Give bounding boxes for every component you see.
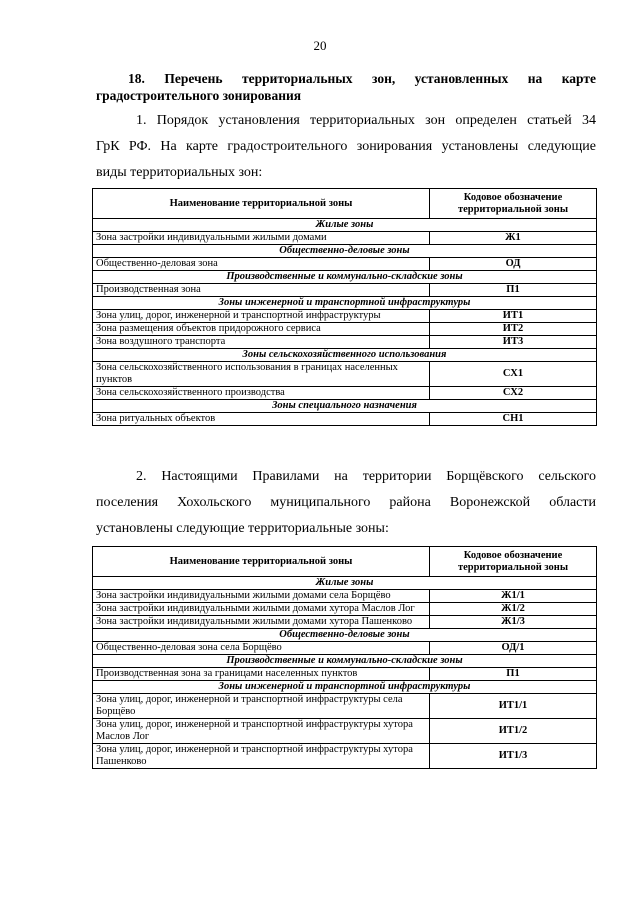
zone-name: Производственная зона bbox=[93, 284, 430, 297]
zone-name: Общественно-деловая зона села Борщёво bbox=[93, 642, 430, 655]
section-heading-line-1: 18. Перечень территориальных зон, установленных на карте bbox=[128, 71, 596, 86]
zone-name: Зона застройки индивидуальными жилыми домами хутора Пашенково bbox=[93, 616, 430, 629]
zone-code: Ж1/3 bbox=[430, 616, 597, 629]
zone-name: Зона улиц, дорог, инженерной и транспортной инфраструктуры хутора Маслов Лог bbox=[93, 719, 430, 744]
table-row bbox=[93, 719, 597, 744]
zone-group-title: Производственные и коммунально-складские зоны bbox=[93, 655, 597, 668]
zone-code: П1 bbox=[430, 668, 597, 681]
table-row bbox=[93, 258, 597, 271]
section-heading-line-2: градостроительного зонирования bbox=[96, 88, 302, 103]
zone-code: ИТ3 bbox=[430, 336, 597, 349]
zone-name: Зона улиц, дорог, инженерной и транспортной инфраструктуры bbox=[93, 310, 430, 323]
zone-name: Зона сельскохозяйственного использования в границах населенных пунктов bbox=[93, 362, 430, 387]
zone-code: СХ2 bbox=[430, 387, 597, 400]
paragraph-line: виды территориальных зон: bbox=[96, 165, 263, 180]
table-row bbox=[93, 232, 597, 245]
group-row bbox=[93, 629, 597, 642]
zone-name: Зона сельскохозяйственного производства bbox=[93, 387, 430, 400]
zone-code: Ж1 bbox=[430, 232, 597, 245]
group-row bbox=[93, 681, 597, 694]
zone-code: ИТ2 bbox=[430, 323, 597, 336]
column-header-name: Наименование территориальной зоны bbox=[93, 547, 430, 577]
zone-code: ИТ1 bbox=[430, 310, 597, 323]
zone-group-title: Производственные и коммунально-складские зоны bbox=[93, 271, 597, 284]
table-row bbox=[93, 323, 597, 336]
table-row bbox=[93, 668, 597, 681]
paragraph-line: поселения Хохольского муниципального района Воронежской области bbox=[96, 495, 596, 510]
table-row bbox=[93, 603, 597, 616]
table-row bbox=[93, 336, 597, 349]
paragraph-1 bbox=[96, 108, 596, 186]
zone-name: Зона застройки индивидуальными жилыми домами хутора Маслов Лог bbox=[93, 603, 430, 616]
table-row bbox=[93, 616, 597, 629]
group-row bbox=[93, 655, 597, 668]
table-row bbox=[93, 284, 597, 297]
group-row bbox=[93, 297, 597, 310]
zone-name: Зона застройки индивидуальными жилыми домами bbox=[93, 232, 430, 245]
zone-code: ОД/1 bbox=[430, 642, 597, 655]
table-row bbox=[93, 387, 597, 400]
table-row bbox=[93, 694, 597, 719]
zone-group-title: Зоны специального назначения bbox=[93, 400, 597, 413]
zone-name: Зона застройки индивидуальными жилыми домами села Борщёво bbox=[93, 590, 430, 603]
paragraph-line: установлены следующие территориальные зоны: bbox=[96, 521, 389, 536]
page-number: 20 bbox=[313, 38, 327, 53]
group-row bbox=[93, 349, 597, 362]
zone-name: Зона улиц, дорог, инженерной и транспортной инфраструктуры хутора Пашенково bbox=[93, 744, 430, 769]
zone-code: СХ1 bbox=[430, 362, 597, 387]
table-row bbox=[93, 310, 597, 323]
paragraph-line: ГрК РФ. На карте градостроительного зонирования установлены следующие bbox=[96, 139, 596, 154]
table-row bbox=[93, 413, 597, 426]
table-row bbox=[93, 590, 597, 603]
zones-table-settlement bbox=[92, 546, 597, 769]
zone-name: Зона воздушного транспорта bbox=[93, 336, 430, 349]
group-row bbox=[93, 271, 597, 284]
zone-group-title: Зоны инженерной и транспортной инфраструктуры bbox=[93, 297, 597, 310]
paragraph-2 bbox=[96, 464, 596, 542]
table-header-row bbox=[93, 547, 597, 577]
zone-name: Производственная зона за границами населенных пунктов bbox=[93, 668, 430, 681]
zone-group-title: Зоны инженерной и транспортной инфраструктуры bbox=[93, 681, 597, 694]
zone-code: ИТ1/1 bbox=[430, 694, 597, 719]
table-row bbox=[93, 642, 597, 655]
zone-code: ИТ1/3 bbox=[430, 744, 597, 769]
zones-table-general bbox=[92, 188, 597, 426]
column-header-code: Кодовое обозначение территориальной зоны bbox=[430, 189, 597, 219]
table-row bbox=[93, 362, 597, 387]
zone-name: Зона ритуальных объектов bbox=[93, 413, 430, 426]
zone-code: П1 bbox=[430, 284, 597, 297]
paragraph-line: 2. Настоящими Правилами на территории Борщёвского сельского bbox=[136, 469, 596, 484]
zone-group-title: Общественно-деловые зоны bbox=[93, 629, 597, 642]
table-row bbox=[93, 744, 597, 769]
zone-group-title: Жилые зоны bbox=[93, 219, 597, 232]
zone-code: ОД bbox=[430, 258, 597, 271]
zone-name: Зона улиц, дорог, инженерной и транспортной инфраструктуры села Борщёво bbox=[93, 694, 430, 719]
section-heading bbox=[96, 70, 596, 104]
group-row bbox=[93, 577, 597, 590]
group-row bbox=[93, 219, 597, 232]
zone-name: Общественно-деловая зона bbox=[93, 258, 430, 271]
zone-code: СН1 bbox=[430, 413, 597, 426]
table-header-row bbox=[93, 189, 597, 219]
zone-group-title: Жилые зоны bbox=[93, 577, 597, 590]
zone-code: Ж1/1 bbox=[430, 590, 597, 603]
group-row bbox=[93, 245, 597, 258]
column-header-code: Кодовое обозначение территориальной зоны bbox=[430, 547, 597, 577]
group-row bbox=[93, 400, 597, 413]
column-header-name: Наименование территориальной зоны bbox=[93, 189, 430, 219]
zone-group-title: Общественно-деловые зоны bbox=[93, 245, 597, 258]
zone-group-title: Зоны сельскохозяйственного использования bbox=[93, 349, 597, 362]
paragraph-line: 1. Порядок установления территориальных зон определен статьей 34 bbox=[136, 113, 596, 128]
zone-code: ИТ1/2 bbox=[430, 719, 597, 744]
zone-name: Зона размещения объектов придорожного сервиса bbox=[93, 323, 430, 336]
zone-code: Ж1/2 bbox=[430, 603, 597, 616]
